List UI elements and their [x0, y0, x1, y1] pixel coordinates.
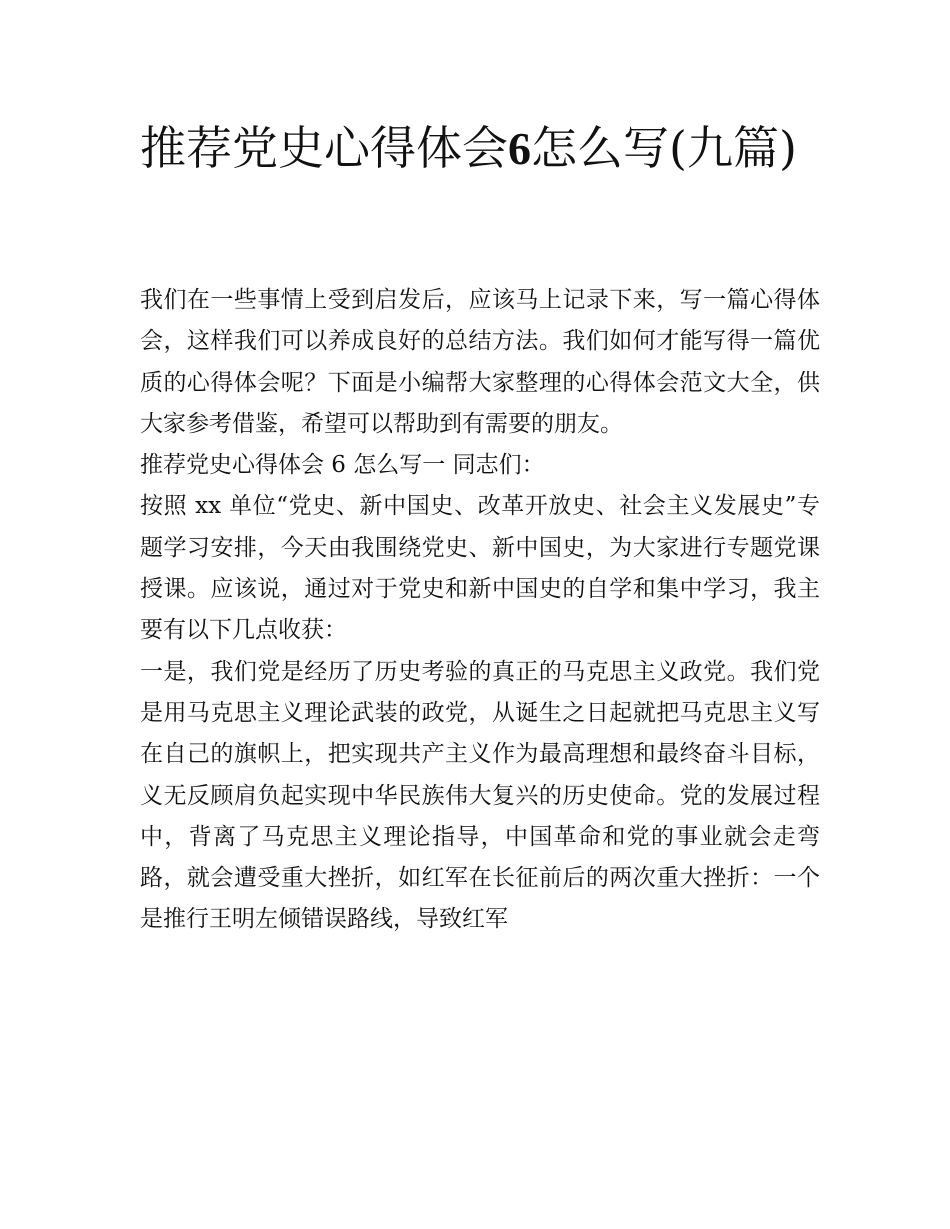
- paragraph-intro: 我们在一些事情上受到启发后，应该马上记录下来，写一篇心得体会，这样我们可以养成良好的总结方法。我们如何才能写得一篇优质的心得体会呢？下面是小编帮大家整理的心得体会范文大全，供大家参考借鉴，希望可以帮助到有需要的朋友。: [140, 287, 820, 437]
- paragraph-point-one: 一是，我们党是经历了历史考验的真正的马克思主义政党。我们党是用马克思主义理论武装的政党，从诞生之日起就把马克思主义写在自己的旗帜上，把实现共产主义作为最高理想和最终奋斗目标，义无反顾肩负起实现中华民族伟大复兴的历史使命。党的发展过程中，背离了马克思主义理论指导，中国革命和党的事业就会走弯路，就会遭受重大挫折，如红军在长征前后的两次重大挫折：一个是推行王明左倾错误路线，导致红军: [140, 658, 820, 933]
- paragraph-study-arrangement: 按照 xx 单位“党史、新中国史、改革开放史、社会主义发展史”专题学习安排，今天由我围绕党史、新中国史，为大家进行专题党课授课。应该说，通过对于党史和新中国史的自学和集中学习，我主要有以下几点收获：: [140, 493, 820, 644]
- title-text-part1: 推荐党史心得体会: [140, 121, 508, 175]
- title-text-part2: 怎么写(九篇): [531, 121, 797, 175]
- paragraph-section-heading: 推荐党史心得体会 6 怎么写一 同志们：: [140, 452, 545, 479]
- document-title: [140, 112, 830, 185]
- document-body: [140, 280, 820, 941]
- title-number: 6: [508, 123, 531, 174]
